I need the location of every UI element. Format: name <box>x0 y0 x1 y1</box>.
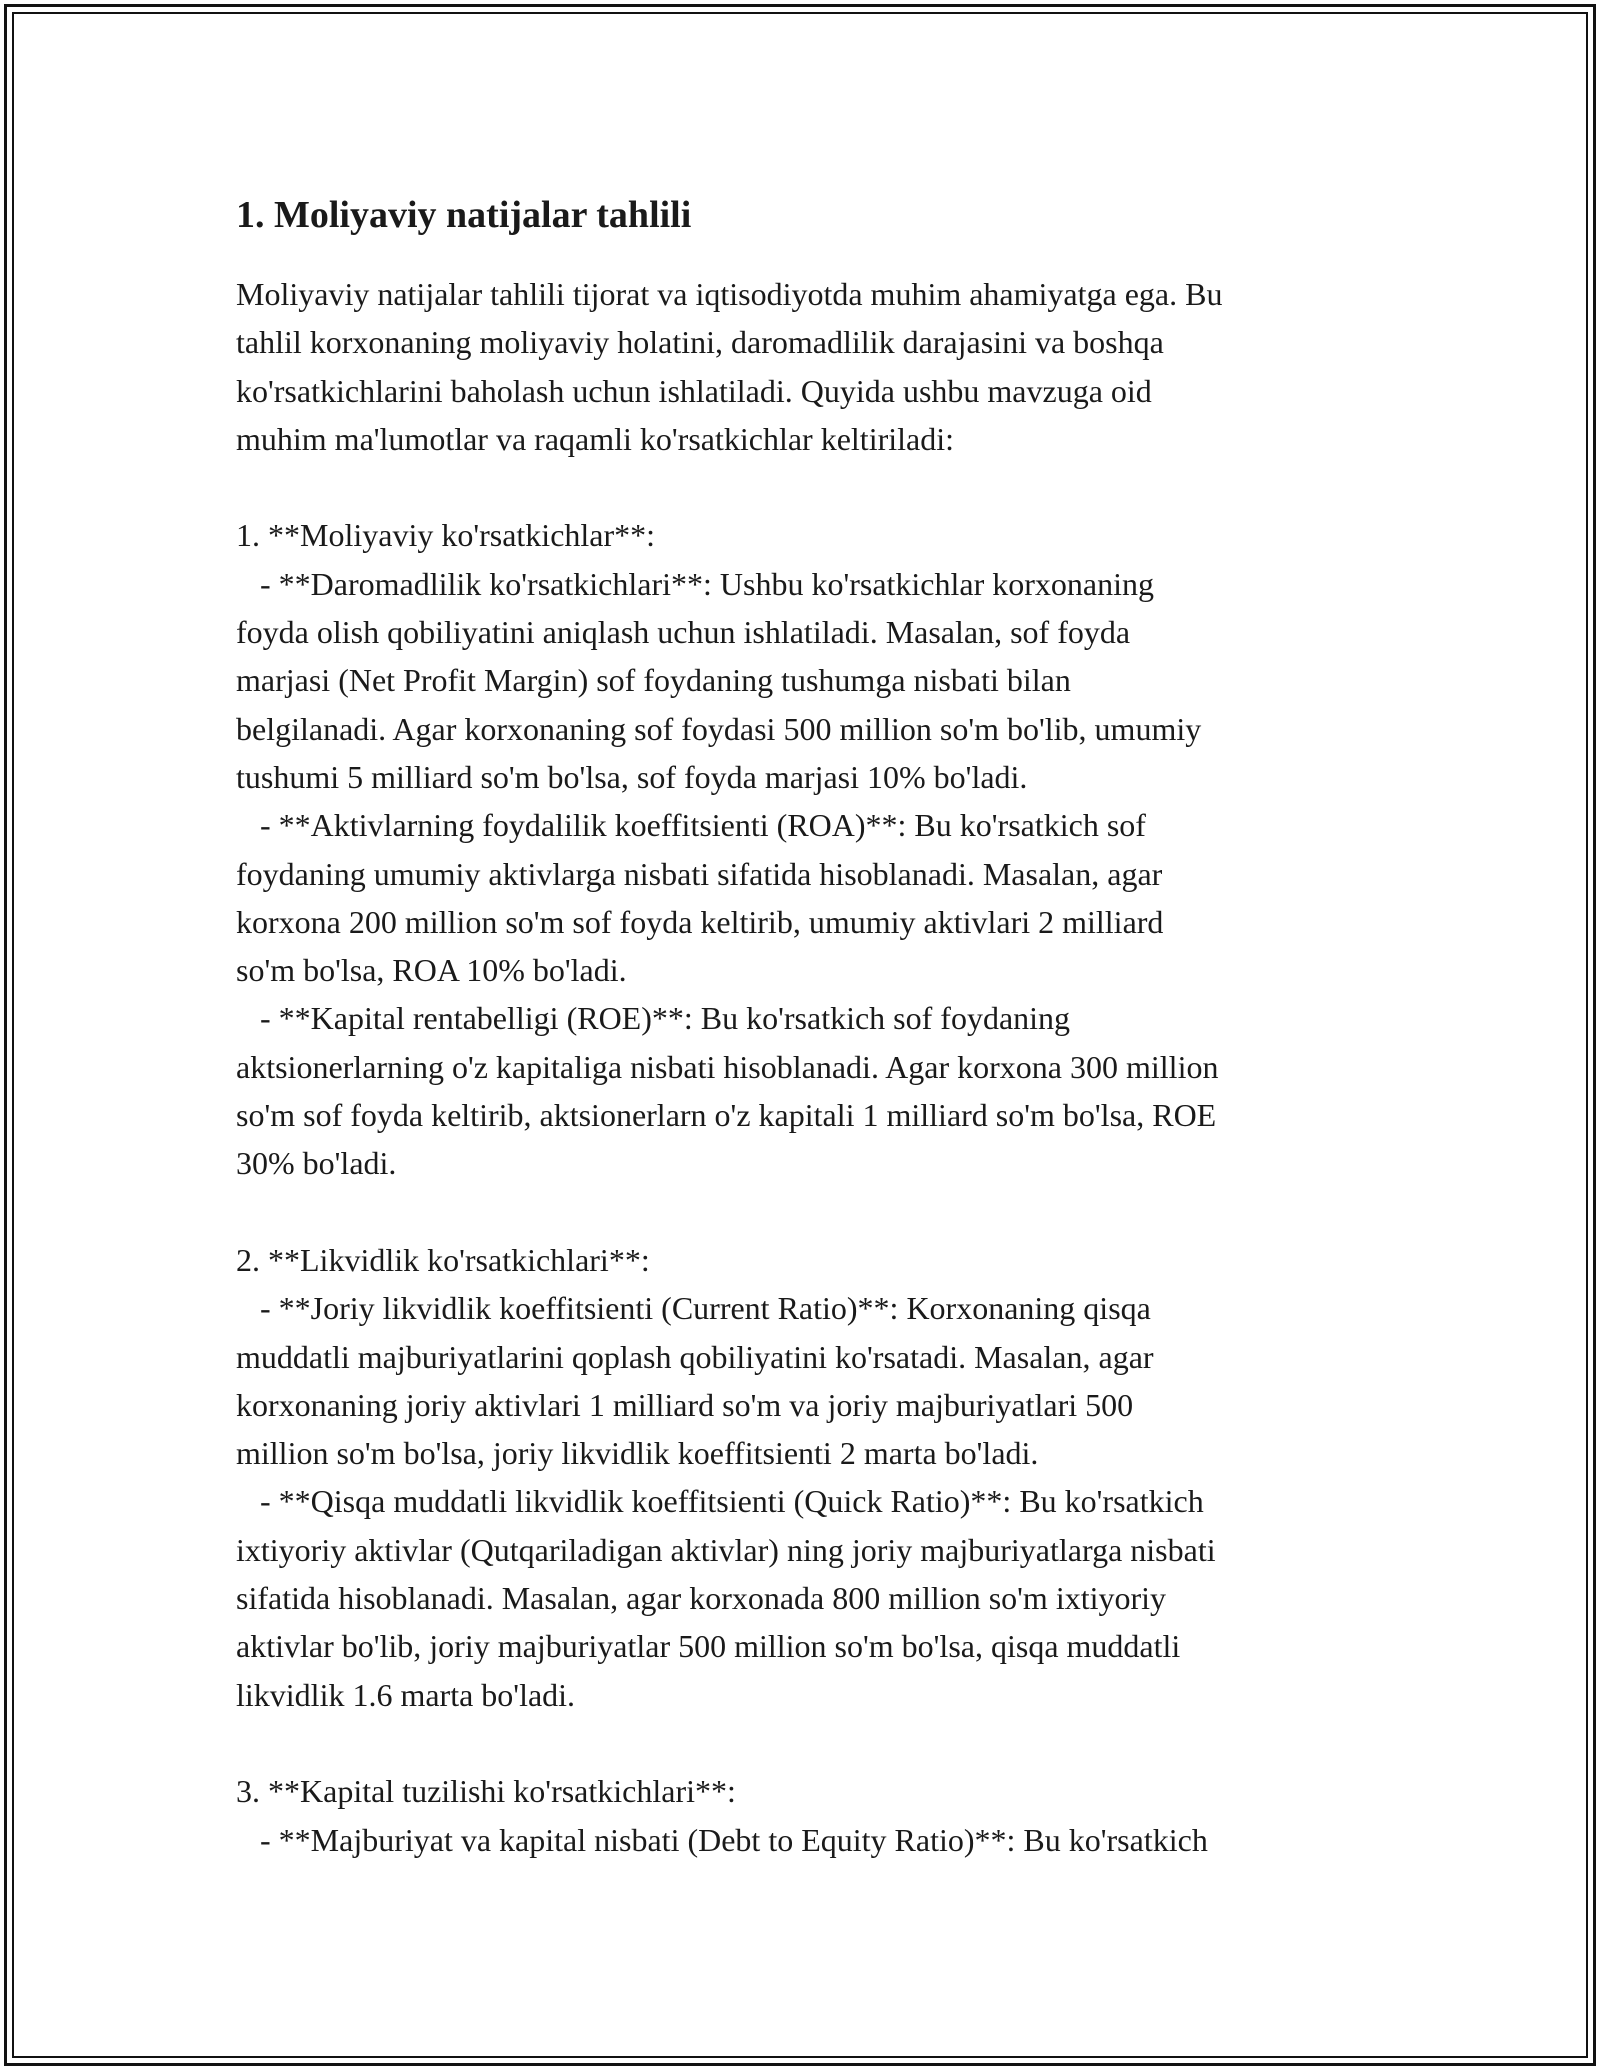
document-content <box>236 186 1386 1864</box>
document-heading: 1. Moliyaviy natijalar tahlili <box>236 194 692 236</box>
document-body-text: Moliyaviy natijalar tahlili tijorat va iqtisodiyotda muhim ahamiyatga ega. Bu tahlil korxonaning moliyaviy holatini, daromadlilik darajasini va boshqa ko'rsatkichlarini baholash uchun ishlatiladi. Quyida ushbu mavzuga oid muhim ma'lumotlar va raqamli ko'rsatkichlar keltiriladi: 1. **Moliyaviy ko'rsatkichlar**: - **Daromadlilik ko'rsatkichlari**: Ushbu ko'rsatkichlar korxonaning foyda olish qobiliyatini aniqlash uchun ishlatiladi. Masalan, sof foyda marjasi (Net Profit Margin) sof foydaning tushumga nisbati bilan belgilanadi. Agar korxonaning sof foydasi 500 million so'm bo'lib, umumiy tushumi 5 milliard so'm bo'lsa, sof foyda marjasi 10% bo'ladi. - **Aktivlarning foydalilik koeffitsienti (ROA)**: Bu ko'rsatkich sof foydaning umumiy aktivlarga nisbati sifatida hisoblanadi. Masalan, agar korxona 200 million so'm sof foyda keltirib, umumiy aktivlari 2 milliard so'm bo'lsa, ROA 10% bo'ladi. - **Kapital rentabelligi (ROE)**: Bu ko'rsatkich sof foydaning aktsionerlarning o'z kapitaliga nisbati hisoblanadi. Agar korxona 300 million so'm sof foyda keltirib, aktsionerlarn o'z kapitali 1 milliard so'm bo'lsa, ROE 30% bo'ladi. 2. **Likvidlik ko'rsatkichlari**: - **Joriy likvidlik koeffitsienti (Current Ratio)**: Korxonaning qisqa muddatli majburiyatlarini qoplash qobiliyatini ko'rsatadi. Masalan, agar korxonaning joriy aktivlari 1 milliard so'm va joriy majburiyatlari 500 million so'm bo'lsa, joriy likvidlik koeffitsienti 2 marta bo'ladi. - **Qisqa muddatli likvidlik koeffitsienti (Quick Ratio)**: Bu ko'rsatkich ixtiyoriy aktivlar (Qutqariladigan aktivlar) ning joriy majburiyatlarga nisbati sifatida hisoblanadi. Masalan, agar korxonada 800 million so'm ixtiyoriy aktivlar bo'lib, joriy majburiyatlar 500 million so'm bo'lsa, qisqa muddatli likvidlik 1.6 marta bo'ladi. 3. **Kapital tuzilishi ko'rsatkichlari**: - **Majburiyat va kapital nisbati (Debt to Equity Ratio)**: Bu ko'rsatkich <box>236 276 1223 1858</box>
